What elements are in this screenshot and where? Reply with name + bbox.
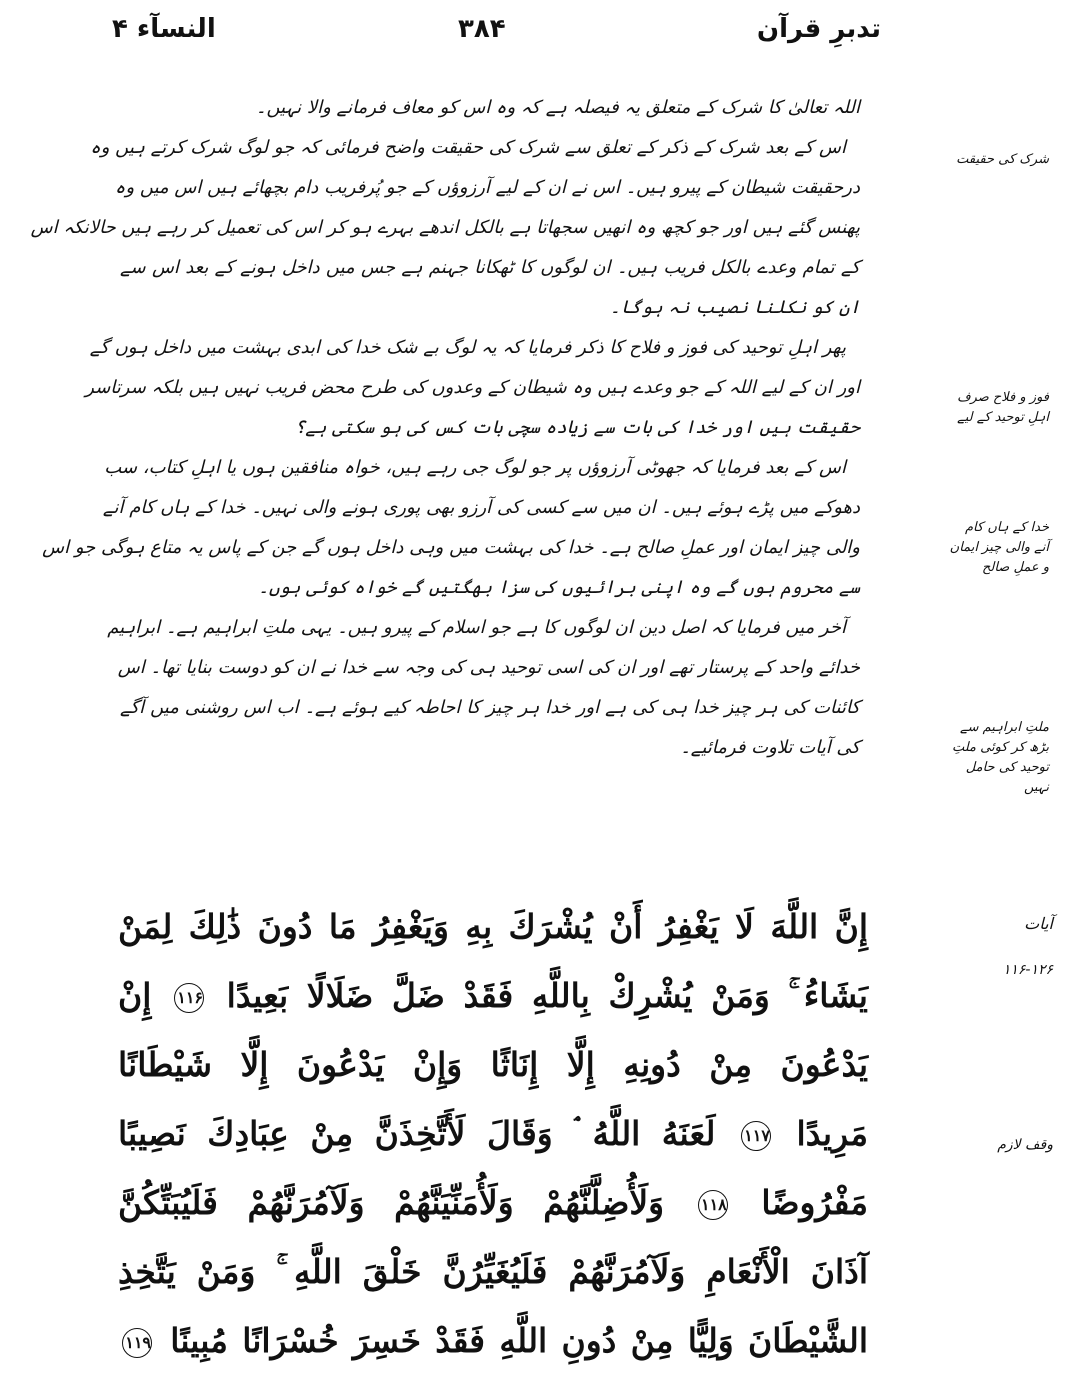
commentary-line: والی چیز ایمان اور عملِ صالح ہے۔ خدا کی بہشت میں وہی داخل ہوں گے جن کے پاس یہ متاع ہوگی جو اس xyxy=(42,537,860,558)
commentary-line: سے محروم ہوں گے وہ اپنی برائیوں کی سزا بھگتیں گے خواہ کوئی ہوں۔ xyxy=(258,577,860,598)
commentary-line: پھنس گئے ہیں اور جو کچھ وہ انھیں سجھاتا ہے بالکل اندھے بہرے ہو کر اس کی تعمیل کر رہے ہیں حالانکہ اس xyxy=(30,217,860,238)
verse-text: لَعَنَهُ اللَّهُ ۘ وَقَالَ لَأَتَّخِذَنَّ مِنْ عِبَادِكَ نَصِيبًا xyxy=(118,1114,716,1153)
margin-note-millat-ibrahim: ملتِ ابراہیم سے بڑھ کر کوئی ملتِ توحید کی حامل نہیں xyxy=(951,720,1049,795)
verse-text: الشَّيْطَانَ وَلِيًّا مِنْ دُونِ اللَّهِ فَقَدْ خَسِرَ خُسْرَانًا مُبِينًا xyxy=(170,1321,868,1360)
verse-line: يَدْعُونَ مِنْ دُونِهِ إِلَّا إِنَاثًا وَإِنْ يَدْعُونَ إِلَّا شَيْطَانًا xyxy=(118,1045,868,1084)
verses-label: آیات xyxy=(1024,914,1053,933)
commentary-line: دھوکے میں پڑے ہوئے ہیں۔ ان میں سے کسی کی آرزو بھی پوری ہونے والی نہیں۔ خدا کے ہاں کام آنے xyxy=(102,497,860,518)
verse-line xyxy=(118,1168,868,1237)
commentary-line: اس کے بعد شرک کے ذکر کے تعلق سے شرک کی حقیقت واضح فرمائی کہ جو لوگ شرک کرتے ہیں وہ xyxy=(90,137,846,158)
commentary-line: کی آیات تلاوت فرمائیے۔ xyxy=(680,737,860,758)
verse-text: وَلَأُضِلَّنَّهُمْ وَلَأُمَنِّيَنَّهُمْ وَلَآمُرَنَّهُمْ فَلَيُبَتِّكُنَّ xyxy=(118,1183,665,1222)
verse-text: مَفْرُوضًا xyxy=(761,1183,868,1222)
verse-text: مَرِيدًا xyxy=(796,1114,868,1153)
ayah-number-marker: ۱۱۸ xyxy=(698,1190,728,1220)
commentary-line: خدائے واحد کے پرستار تھے اور ان کی اسی توحید ہی کی وجہ سے خدا نے ان کو دوست بنایا تھا۔ اس xyxy=(117,657,860,678)
commentary-line: کائنات کی ہر چیز خدا ہی کی ہے اور خدا ہر چیز کا احاطہ کیے ہوئے ہے۔ اب اس روشنی میں آگے xyxy=(120,697,860,718)
ayah-number-marker: ۱۱۹ xyxy=(122,1328,152,1358)
commentary-line: آخر میں فرمایا کہ اصل دین ان لوگوں کا ہے جو اسلام کے پیرو ہیں۔ یہی ملتِ ابراہیم ہے۔ ابراہیم xyxy=(107,617,846,638)
verse-text: إِنْ xyxy=(118,976,152,1015)
verse-text: يَشَاءُ ۚ وَمَنْ يُشْرِكْ بِاللَّهِ فَقَدْ ضَلَّ ضَلَالًا بَعِيدًا xyxy=(226,976,868,1015)
verse-line: إِنَّ اللَّهَ لَا يَغْفِرُ أَنْ يُشْرَكَ بِهِ وَيَغْفِرُ مَا دُونَ ذَٰلِكَ لِمَنْ xyxy=(118,907,868,946)
commentary-line: حقیقت ہیں اور خدا کی بات سے زیادہ سچی بات کس کی ہو سکتی ہے؟ xyxy=(294,417,860,438)
verses-range: ۱۱۶-۱۲۶ xyxy=(1002,962,1053,978)
commentary-line: اس کے بعد فرمایا کہ جھوٹی آرزوؤں پر جو لوگ جی رہے ہیں، خواہ منافقین ہوں یا اہلِ کتاب، سب xyxy=(104,457,846,478)
commentary-line: اور ان کے لیے اللہ کے جو وعدے ہیں وہ شیطان کے وعدوں کی طرح محض فریب نہیں ہیں بلکہ سرتاسر xyxy=(85,377,860,398)
margin-note-tawheed-success: فوز و فلاح صرف اہلِ توحید کے لیے xyxy=(957,390,1049,425)
surah-name-header: النسآء ۴ xyxy=(112,14,216,44)
commentary-line: درحقیقت شیطان کے پیرو ہیں۔ اس نے ان کے لیے آرزوؤں کے جو پُرفریب دام بچھائے ہیں اس میں وہ xyxy=(114,177,860,198)
verse-line: آذَانَ الْأَنْعَامِ وَلَآمُرَنَّهُمْ فَلَيُغَيِّرُنَّ خَلْقَ اللَّهِ ۚ وَمَنْ يَتَّخِذِ xyxy=(118,1252,868,1291)
quran-verses-block xyxy=(118,892,868,1375)
margin-note-what-counts: خدا کے ہاں کام آنے والی چیز ایمان و عملِ صالح xyxy=(949,520,1049,575)
ayah-number-marker: ۱۱۷ xyxy=(741,1121,771,1151)
ayah-number-marker: ۱۱۶ xyxy=(174,983,204,1013)
commentary-line: اللہ تعالیٰ کا شرک کے متعلق یہ فیصلہ ہے کہ وہ اس کو معاف فرمانے والا نہیں۔ xyxy=(255,97,860,118)
commentary-line: ان کو نکلنا نصیب نہ ہوگا۔ xyxy=(609,297,860,318)
margin-note-shirk-reality: شرک کی حقیقت xyxy=(956,152,1049,167)
commentary-line: کے تمام وعدے بالکل فریب ہیں۔ ان لوگوں کا ٹھکانا جہنم ہے جس میں داخل ہونے کے بعد اس سے xyxy=(120,257,860,278)
commentary-line: پھر اہلِ توحید کی فوز و فلاح کا ذکر فرمایا کہ یہ لوگ بے شک خدا کی ابدی بہشت میں داخل ہوں گے xyxy=(89,337,846,358)
waqf-lazim-note: وقف لازم xyxy=(997,1137,1053,1153)
page-number: ۳۸۴ xyxy=(458,14,506,44)
verse-line xyxy=(118,1306,868,1375)
book-title-header: تدبرِ قرآن xyxy=(756,14,881,44)
commentary-block xyxy=(30,88,860,768)
verse-line xyxy=(118,1099,868,1168)
verse-line xyxy=(118,961,868,1030)
